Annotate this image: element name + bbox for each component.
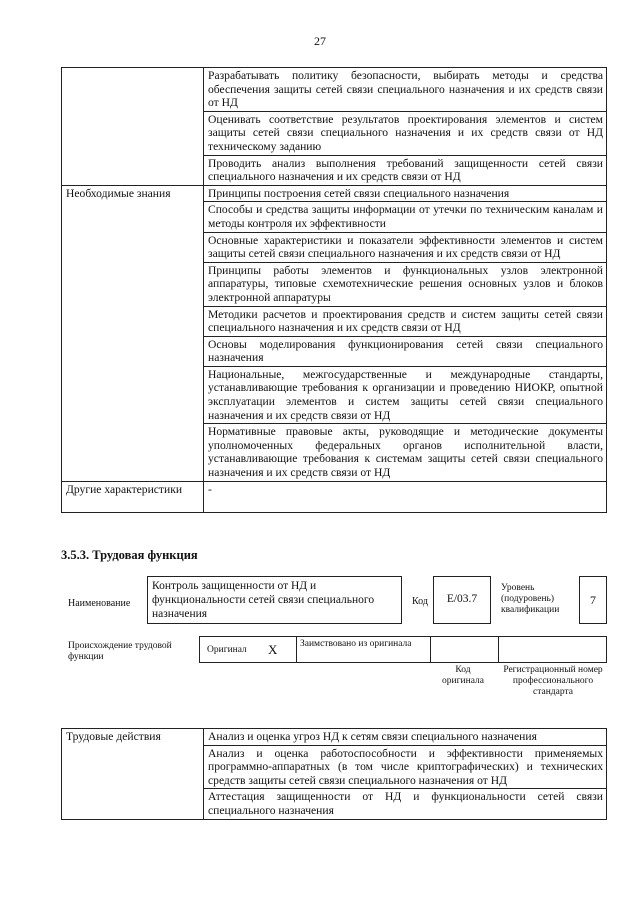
knowledge-item: Способы и средства защиты информации от утечки по техническим каналам и методы контроля их эффективности xyxy=(204,202,607,232)
divider xyxy=(498,637,499,662)
requirements-table xyxy=(61,67,607,513)
knowledge-item: Принципы работы элементов и функциональных узлов электронной аппаратуры, типовые схемотехнические решения основных узлов и блоков электронной аппаратуры xyxy=(204,262,607,306)
function-name: Контроль защищенности от НД и функциональности сетей связи специального назначения xyxy=(147,576,402,624)
borrowed-label: Заимствовано из оригинала xyxy=(300,639,412,649)
origin-label: Происхождение трудовой функции xyxy=(68,641,172,662)
code-box xyxy=(433,576,491,624)
table-row xyxy=(62,185,607,202)
code-original-caption: Код оригинала xyxy=(442,665,484,686)
page-number: 27 xyxy=(314,34,326,48)
knowledge-item: Методики расчетов и проектирования средств и систем защиты сетей связи специального назначения и их средств связи от НД xyxy=(204,306,607,336)
section-title: 3.5.3. Трудовая функция xyxy=(61,548,198,562)
reg-number-caption: Регистрационный номер профессионального стандарта xyxy=(503,665,603,697)
requirement-item: Разрабатывать политику безопасности, выбирать методы и средства обеспечения защиты сетей связи специального назначения и их средств связи от НД xyxy=(204,68,607,112)
action-item: Аттестация защищенности от НД и функциональности сетей связи специального назначения xyxy=(204,789,607,819)
level-value: 7 xyxy=(590,593,596,607)
action-item: Анализ и оценка работоспособности и эффективности применяемых программно-аппаратных (в том числе криптографических) и технических средств защиты сетей связи специального назначения от НД xyxy=(204,745,607,789)
table-row xyxy=(62,481,607,512)
knowledge-item: Основы моделирования функционирования сетей связи специального назначения xyxy=(204,336,607,366)
original-label: Оригинал xyxy=(207,645,247,655)
table-row xyxy=(62,729,607,746)
requirement-item: Проводить анализ выполнения требований защищенности сетей связи специального назначения и их средств связи от НД xyxy=(204,155,607,185)
actions-table xyxy=(61,728,607,820)
requirement-item: Оценивать соответствие результатов проектирования элементов и систем защиты сетей связи специального назначения и их средств связи от НД техническому заданию xyxy=(204,111,607,155)
action-item: Анализ и оценка угроз НД к сетям связи специального назначения xyxy=(204,729,607,746)
row-label xyxy=(62,68,204,186)
other-item: - xyxy=(204,481,607,512)
knowledge-item: Принципы построения сетей связи специального назначения xyxy=(204,185,607,202)
divider xyxy=(296,637,297,662)
code-label: Код xyxy=(412,596,428,607)
table-row xyxy=(62,68,607,112)
row-label-knowledge: Необходимые знания xyxy=(62,185,204,481)
name-label: Наименование xyxy=(68,598,131,609)
code-value: E/03.7 xyxy=(446,593,478,605)
level-label: Уровень (подуровень) квалификации xyxy=(501,583,560,615)
level-box xyxy=(579,576,607,624)
original-mark: X xyxy=(268,642,278,657)
knowledge-item: Национальные, межгосударственные и международные стандарты, устанавливающие требования к организации и проведению НИОКР, опытной эксплуатации элементов и систем защиты сетей связи специального назначения и их средств связи от НД xyxy=(204,366,607,423)
knowledge-item: Основные характеристики и показатели эффективности элементов и систем защиты сетей связи специального назначения и их средств связи от НД xyxy=(204,232,607,262)
row-label-other: Другие характеристики xyxy=(62,481,204,512)
knowledge-item: Нормативные правовые акты, руководящие и методические документы уполномоченных федеральных органов исполнительной власти, устанавливающие требования к системам защиты сетей связи специального назначения и их средств связи от НД xyxy=(204,424,607,481)
row-label-actions: Трудовые действия xyxy=(62,729,204,820)
divider xyxy=(430,637,431,662)
